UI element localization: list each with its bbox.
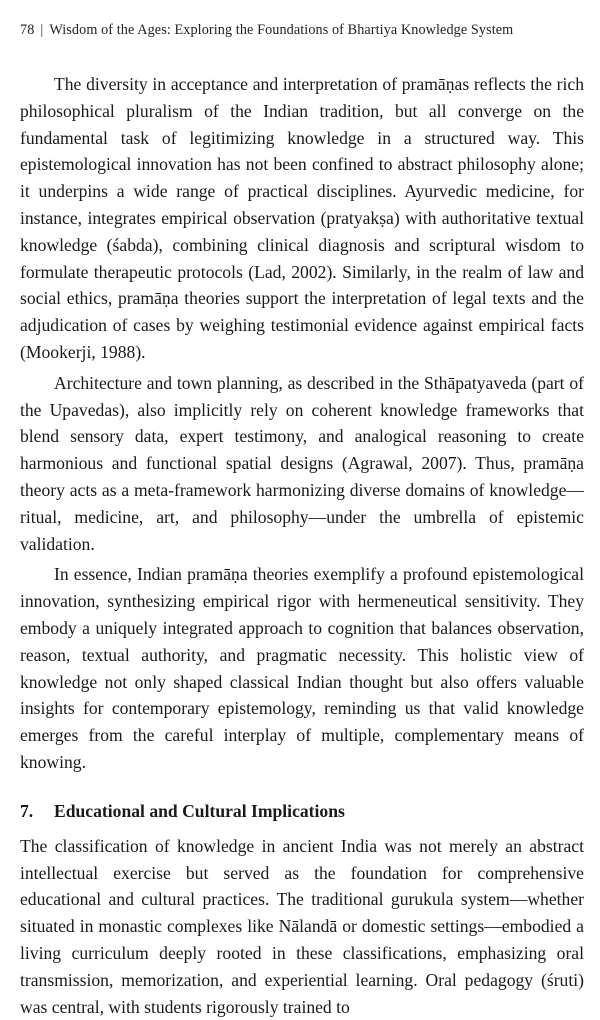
paragraph-educational: The classification of knowledge in ancient India was not merely an abstract intellectual exercise but served as the foundation for comprehensive educational and cultural practices. The traditional gurukula system—whether situated in monastic complexes like Nālandā or domestic settings—embodied a living curriculum deeply rooted in these classifications, emphasizing oral transmission, memorization, and experiential learning. Oral pedagogy (śruti) was central, with students rigorously trained to	[20, 835, 584, 1017]
running-header	[20, 22, 584, 44]
paragraph-essence: In essence, Indian pramāṇa theories exemplify a profound epistemological innovation, synthesizing empirical rigor with hermeneutical sensitivity. They embody a uniquely integrated approach to cognition that balances observation, reason, textual authority, and pragmatic necessity. This holistic view of knowledge not only shaped classical Indian thought but also offers valuable insights for contemporary epistemology, reminding us that valid knowledge emerges from the careful interplay of multiple, complementary means of knowing.	[20, 564, 584, 772]
section-title: Educational and Cultural Implications	[54, 800, 345, 821]
page-body	[20, 71, 584, 1020]
book-title: Wisdom of the Ages: Exploring the Foundations of Bhartiya Knowledge System	[49, 22, 514, 38]
section-number: 7.	[20, 800, 34, 821]
header-separator: |	[40, 22, 44, 38]
paragraph-pramana-diversity: The diversity in acceptance and interpretation of pramāṇas reflects the rich philosophical pluralism of the Indian tradition, but all converge on the fundamental task of legitimizing knowledge in a structured way. This epistemological innovation has not been confined to abstract philosophy alone; it underpins a wide range of practical disciplines. Ayurvedic medicine, for instance, integrates empirical observation (pratyakṣa) with authoritative textual knowledge (śabda), combining clinical diagnosis and scriptural wisdom to formulate therapeutic protocols (Lad, 2002). Similarly, in the realm of law and social ethics, pramāṇa theories support the interpretation of legal texts and the adjudication of cases by weighing testimonial evidence against empirical facts (Mookerji, 1988).	[20, 74, 584, 362]
page-number: 78	[20, 22, 35, 38]
paragraph-architecture: Architecture and town planning, as described in the Sthāpatyaveda (part of the Upavedas), also implicitly rely on coherent knowledge frameworks that blend sensory data, expert testimony, and analogical reasoning to create harmonious and functional spatial designs (Agrawal, 2007). Thus, pramāṇa theory acts as a meta-framework harmonizing diverse domains of knowledge—ritual, medicine, art, and philosophy—under the umbrella of epistemic validation.	[20, 372, 584, 554]
section-heading	[20, 798, 584, 824]
